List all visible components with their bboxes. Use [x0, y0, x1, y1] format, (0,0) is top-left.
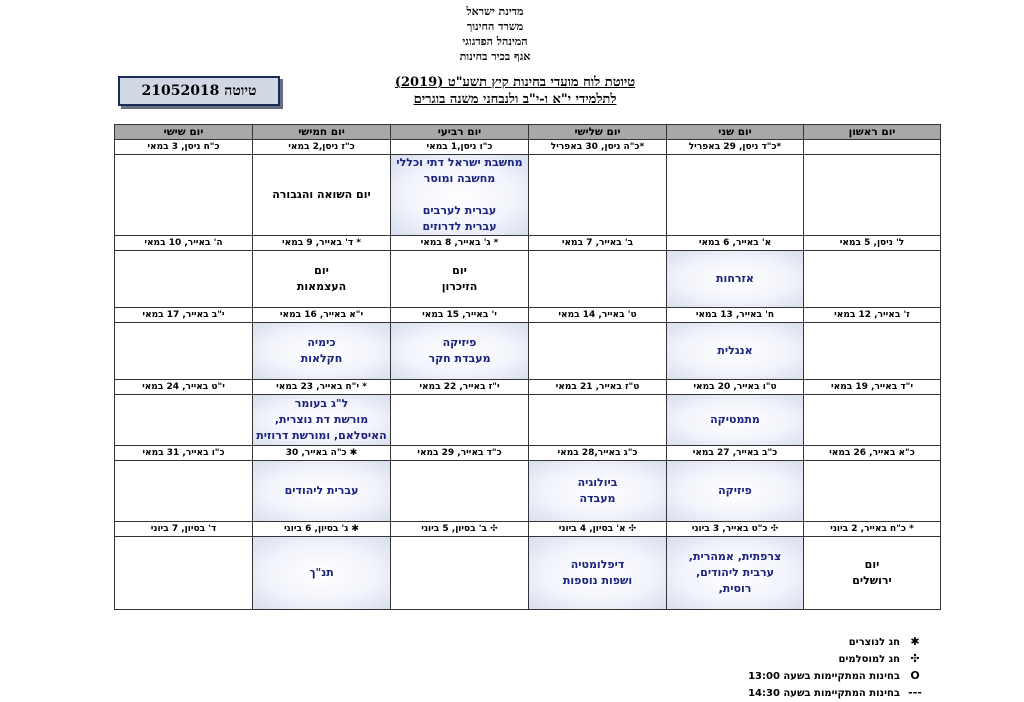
- date-cell: * כ"ח באייר, 2 ביוני: [804, 522, 941, 537]
- date-cell: כ"ו באייר, 31 במאי: [115, 446, 253, 461]
- date-row: [115, 236, 941, 251]
- date-cell: ט"ז באייר, 21 במאי: [529, 380, 667, 395]
- exam-cell: [529, 395, 667, 446]
- crescent-star-icon: ✣: [910, 652, 920, 665]
- date-cell: ח' באייר, 13 במאי: [667, 308, 804, 323]
- header-line-administration: המינהל הפדגוגי: [462, 35, 528, 48]
- exam-cell: יום ירושלים: [804, 537, 941, 610]
- exam-cell: [667, 155, 804, 236]
- exam-cell: יום העצמאות: [253, 251, 391, 308]
- exam-cell: [115, 395, 253, 446]
- weekday-header-row: [115, 125, 941, 140]
- exam-cell: כימיה חקלאות: [253, 323, 391, 380]
- exam-row: [115, 251, 941, 308]
- weekday-monday: יום שני: [667, 125, 804, 140]
- ministry-header: [380, 4, 610, 64]
- date-cell: כ"א באייר, 26 במאי: [804, 446, 941, 461]
- exam-cell: [804, 251, 941, 308]
- exam-cell: פיזיקה: [667, 461, 804, 522]
- date-cell: *כ"ה ניסן, 30 באפריל: [529, 140, 667, 155]
- exam-cell: [391, 395, 529, 446]
- title-line-1: טיוטת לוח מועדי בחינות קיץ תשע"ט (2019): [394, 75, 636, 90]
- date-cell: י"א באייר, 16 במאי: [253, 308, 391, 323]
- date-cell: ט"ו באייר, 20 במאי: [667, 380, 804, 395]
- date-cell: כ"ג באייר,28 במאי: [529, 446, 667, 461]
- date-cell: כ"ח ניסן, 3 במאי: [115, 140, 253, 155]
- date-cell: י"ט באייר, 24 במאי: [115, 380, 253, 395]
- document-title: [340, 74, 690, 108]
- date-cell: ✱ כ"ה באייר, 30: [253, 446, 391, 461]
- exam-cell: [804, 461, 941, 522]
- date-row: [115, 446, 941, 461]
- date-cell: ✱ ג' בסיון, 6 ביוני: [253, 522, 391, 537]
- draft-badge: טיוטה 21052018: [118, 76, 280, 106]
- date-cell: כ"ו ניסן,1 במאי: [391, 140, 529, 155]
- exam-cell: [115, 155, 253, 236]
- date-cell: י"ד באייר, 19 במאי: [804, 380, 941, 395]
- exam-cell: עברית ליהודים: [253, 461, 391, 522]
- exam-cell: יום השואה והגבורה: [253, 155, 391, 236]
- exam-cell: [115, 537, 253, 610]
- exam-cell: [391, 537, 529, 610]
- exam-cell: [529, 323, 667, 380]
- title-line-2: לתלמידי י"א ו-י"ב ולנבחני משנה בוגרים: [413, 92, 617, 107]
- date-row: [115, 140, 941, 155]
- exam-cell: אזרחות: [667, 251, 804, 308]
- date-cell: ה' באייר, 10 במאי: [115, 236, 253, 251]
- date-cell: ט' באייר, 14 במאי: [529, 308, 667, 323]
- date-row: [115, 380, 941, 395]
- date-cell: [804, 140, 941, 155]
- exam-cell: [115, 461, 253, 522]
- exam-cell: מתמטיקה: [667, 395, 804, 446]
- header-line-department: אגף בכיר בחינות: [459, 50, 531, 63]
- exam-cell: [804, 323, 941, 380]
- exam-cell: [529, 155, 667, 236]
- legend: [748, 634, 926, 702]
- date-cell: *כ"ד ניסן, 29 באפריל: [667, 140, 804, 155]
- exam-cell: פיזיקה מעבדת חקר: [391, 323, 529, 380]
- date-cell: ז' באייר, 12 במאי: [804, 308, 941, 323]
- weekday-sunday: יום ראשון: [804, 125, 941, 140]
- exam-cell: אנגלית: [667, 323, 804, 380]
- weekday-thursday: יום חמישי: [253, 125, 391, 140]
- exam-row: [115, 155, 941, 236]
- exam-row: [115, 461, 941, 522]
- weekday-tuesday: יום שלישי: [529, 125, 667, 140]
- dashes-icon: ---: [908, 686, 922, 699]
- date-cell: א' באייר, 6 במאי: [667, 236, 804, 251]
- asterisk-icon: ✱: [910, 635, 920, 648]
- legend-item-muslim-holiday: ✣חג למוסלמים: [748, 651, 926, 668]
- legend-item-1430-exams: ---בחינות המתקיימות בשעה 14:30: [748, 685, 926, 702]
- exam-row: [115, 323, 941, 380]
- weekday-wednesday: יום רביעי: [391, 125, 529, 140]
- date-row: [115, 308, 941, 323]
- exam-cell: [804, 395, 941, 446]
- date-cell: י"ז באייר, 22 במאי: [391, 380, 529, 395]
- exam-cell: ל"ג בעומר מורשת דת נוצרית, האיסלאם, ומורשת דרוזית: [253, 395, 391, 446]
- date-cell: י"ב באייר, 17 במאי: [115, 308, 253, 323]
- exam-cell: [391, 461, 529, 522]
- exam-cell: דיפלומטיה ושפות נוספות: [529, 537, 667, 610]
- exam-cell: מחשבת ישראל דתי וכללי מחשבה ומוסר עברית לערבים עברית לדרוזים: [391, 155, 529, 236]
- date-cell: י' באייר, 15 במאי: [391, 308, 529, 323]
- date-row: [115, 522, 941, 537]
- date-cell: כ"ד באייר, 29 במאי: [391, 446, 529, 461]
- exam-cell: [529, 251, 667, 308]
- legend-item-christian-holiday: ✱חג לנוצרים: [748, 634, 926, 651]
- exam-cell: ביולוגיה מעבדה: [529, 461, 667, 522]
- date-cell: ✣ ב' בסיון, 5 ביוני: [391, 522, 529, 537]
- date-cell: * י"ח באייר, 23 במאי: [253, 380, 391, 395]
- header-line-ministry: משרד החינוך: [466, 20, 524, 33]
- header-line-state: מדינת ישראל: [466, 5, 524, 18]
- circle-icon: O: [910, 669, 920, 682]
- date-cell: כ"ב באייר, 27 במאי: [667, 446, 804, 461]
- exam-calendar-table: [114, 124, 941, 610]
- weekday-friday: יום שישי: [115, 125, 253, 140]
- exam-cell: [115, 251, 253, 308]
- date-cell: כ"ז ניסן,2 במאי: [253, 140, 391, 155]
- date-cell: * ד' באייר, 9 במאי: [253, 236, 391, 251]
- date-cell: ✣ א' בסיון, 4 ביוני: [529, 522, 667, 537]
- date-cell: ל' ניסן, 5 במאי: [804, 236, 941, 251]
- date-cell: * ג' באייר, 8 במאי: [391, 236, 529, 251]
- date-cell: ב' באייר, 7 במאי: [529, 236, 667, 251]
- exam-cell: צרפתית, אמהרית, ערבית ליהודים, רוסית,: [667, 537, 804, 610]
- exam-cell: יום הזיכרון: [391, 251, 529, 308]
- exam-cell: [804, 155, 941, 236]
- exam-row: [115, 537, 941, 610]
- date-cell: ד' בסיון, 7 ביוני: [115, 522, 253, 537]
- exam-row: [115, 395, 941, 446]
- legend-item-1300-exams: Oבחינות המתקיימות בשעה 13:00: [748, 668, 926, 685]
- date-cell: ✣ כ"ט באייר, 3 ביוני: [667, 522, 804, 537]
- exam-cell: [115, 323, 253, 380]
- exam-cell: תנ"ך: [253, 537, 391, 610]
